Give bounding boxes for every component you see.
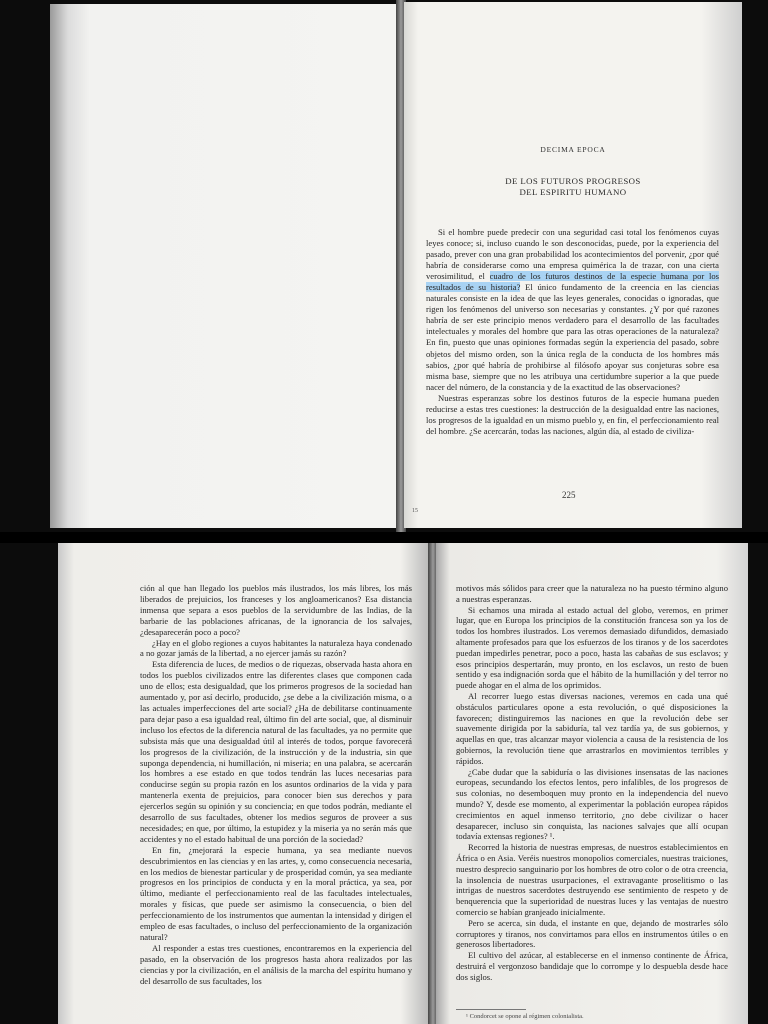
paragraph: Al responder a estas tres cuestiones, encontraremos en la experiencia del pasado, en la observación de los progresos hasta ahora realizados por las ciencias y por la civilización, en el análisis de la marcha del espíritu humano y del desarrollo de sus facultades, los <box>140 942 412 986</box>
chapter-title-line-1: DE LOS FUTUROS PROGRESOS <box>505 176 641 186</box>
paragraph: ¿Cabe dudar que la sabiduría o las divisiones insensatas de las naciones europeas, secundando los efectos lentos, pero infalibles, de los progresos de sus colonias, no desemboquen muy pronto en la independencia del nuevo mundo? Y, desde ese momento, al experimentar la población europea rápidos crecimientos en aquel inmenso territorio, ¿no debe civilizar o hacer desaparecer, incluso sin conquista, las naciones salvajes que allí ocupan todavía extensas regiones? ¹. <box>456 766 728 842</box>
book-spread-bottom <box>0 543 768 1024</box>
paragraph: Nuestras esperanzas sobre los destinos futuros de la especie humana pueden reducirse a estas tres cuestiones: la destrucción de la desigualdad entre las naciones, los progresos de la igualdad en un mismo pueblo y, en fin, el perfeccionamiento real del hombre. ¿Se acercarán, todas las naciones, algún día, al estado de civiliza- <box>426 392 719 436</box>
chapter-label: DECIMA EPOCA <box>540 145 606 154</box>
paragraph: Si echamos una mirada al estado actual del globo, veremos, en primer lugar, que en Europa los principios de la constitución francesa son ya los de todos los hombres ilustrados. Los veremos demasiado difundidos, demasiado altamente profesados para que los esfuerzos de los tiranos y de los sacerdotes puedan impedirles penetrar, poco a poco, hasta las cabañas de sus esclavos; y esos principios despertarán, muy pronto, en los esclavos, un resto de buen sentido y esa indignación sorda que el hábito de la humillación y del terror no puede ahogar en el alma de los oprimidos. <box>456 604 728 691</box>
page-225-body <box>426 227 719 437</box>
paragraph: El cultivo del azúcar, al establecerse en el inmenso continente de África, destruirá el vergonzoso bandidaje que lo corrompe y lo despuebla desde hace dos siglos. <box>456 950 728 982</box>
paragraph: ción al que han llegado los pueblos más ilustrados, los más libres, los más liberados de prejuicios, los franceses y los angloamericanos? Esa distancia inmensa que separa a esos pueblos de la servidumbre de las Indias, de la barbarie de las poblaciones africanas, de la ignorancia de los salvajes, ¿desaparecerán poco a poco? <box>140 583 412 637</box>
paragraph <box>426 227 719 393</box>
printer-signature-mark: 15 <box>412 508 418 514</box>
left-page <box>58 543 430 1024</box>
paragraph: Recorred la historia de nuestras empresas, de nuestros establecimientos en África o en Asia. Veréis nuestros monopolios comerciales, nuestras traiciones, nuestro desprecio sanguinario por los hombres de otro color o de otra creencia, la insolencia de nuestras usurpaciones, el extravagante proselitismo o las intrigas de nuestros sacerdotes destruyendo ese sentimiento de respeto y de benquerencia que la superioridad de nuestras luces y las ventajas de nuestro comercio se habían granjeado inicialmente. <box>456 842 728 917</box>
highlighted-text[interactable]: cuadro de los futuros destinos de la especie humana por los resultados de su historia? <box>426 271 720 293</box>
footnote: ¹ Condorcet se opone al régimen colonialista. <box>466 1013 584 1020</box>
blank-left-page <box>50 4 400 528</box>
chapter-title-line-2: DEL ESPIRITU HUMANO <box>519 187 627 197</box>
right-page-body <box>456 583 728 982</box>
text-run: Si el hombre puede predecir con una seguridad casi total los fenómenos cuyas leyes conoce; si, incluso cuando le son desconocidas, puede, por la experiencia del pasado, prever con una gran probabilidad los acontecimientos del porvenir, ¿por qué habría de considerarse como una empresa quimérica la de trazar, con una cierta verosimilitud, el <box>426 227 719 282</box>
paragraph: motivos más sólidos para creer que la naturaleza no ha puesto término alguno a nuestras esperanzas. <box>456 583 728 604</box>
page-225 <box>404 2 742 528</box>
text-run: El único fundamento de la creencia en las ciencias naturales consiste en la idea de que las leyes generales, conocidas o ignoradas, que rigen los fenómenos del universo son necesarias y constantes. ¿Y por qué razones habría de ser este principio menos verdadero para el desarrollo de las facultades intelectuales y morales del hombre que para las otras operaciones de la naturaleza? En fin, puesto que unas opiniones formadas según la experiencia del pasado, sobre objetos del mismo orden, son la única regla de la conducta de los hombres más sabios, ¿por qué habría de prohibirse al filósofo apoyar sus conjeturas sobre esa misma base, siempre que no les atribuya una certidumbre superior a la que puede nacer del número, de la constancia y de la exactitud de las observaciones? <box>426 282 720 392</box>
page-number: 225 <box>562 490 576 500</box>
paragraph: Al recorrer luego estas diversas naciones, veremos en cada una qué obstáculos particulares opone a esta revolución, o qué disposiciones la favorecen; distinguiremos las naciones en que la revolución debe ser suavemente dirigida por la sabiduría, tal vez tardía ya, de sus gobiernos, y aquellas en que, tras alcanzar mayor violencia a causa de la resistencia de los gobiernos, la revolución tiene que arrastrarlos en movimientos terribles y rápidos. <box>456 690 728 766</box>
footnote-rule <box>456 1009 526 1010</box>
right-page <box>436 543 748 1024</box>
left-page-body <box>140 583 412 987</box>
paragraph: Esta diferencia de luces, de medios o de riquezas, observada hasta ahora en todos los pueblos civilizados entre las diferentes clases que componen cada uno de ellos; esta desigualdad, que los primeros progresos de la sociedad han aumentado y, por así decirlo, producido, ¿se debe a la civilización misma, o a las actuales imperfecciones del arte social? ¿Ha de debilitarse continuamente para dejar paso a esa igualdad real, último fin del arte social, que, al disminuir incluso los efectos de la diferencia natural de las facultades, ya no permite que subsista más que una desigualdad útil al interés de todos, porque favorecerá los progresos de la civilización, de la instrucción y de la industria, sin que suponga dependencia, ni humillación, ni miseria; en una palabra, se acercarán los hombres a ese estado en que todos tendrán las luces necesarias para conducirse según su propia razón en los asuntos ordinarios de la vida y para mantenerla exenta de prejuicios, para conocer bien sus derechos y para ejercerlos según su opinión y su conciencia; en que todos podrán, mediante el desarrollo de sus facultades, obtener los medios seguros de proveer a sus necesidades; en que, por último, la estupidez y la miseria ya no serán más que accidentes y no el estado habitual de una porción de la sociedad? <box>140 659 412 844</box>
paragraph: En fin, ¿mejorará la especie humana, ya sea mediante nuevos descubrimientos en las ciencias y en las artes, y, como consecuencia necesaria, en los medios de bienestar particular y de prosperidad común, ya sea mediante progresos en los principios de conducta y en la moral práctica, ya sea, por último, mediante el perfeccionamiento real de las facultades intelectuales, morales y físicas, que puede ser asimismo la consecuencia, o bien del perfeccionamiento de los instrumentos que aumentan la intensidad y dirigen el empleo de esas facultades, o incluso del perfeccionamiento de la organización natural? <box>140 844 412 942</box>
paragraph: ¿Hay en el globo regiones a cuyos habitantes la naturaleza haya condenado a no gozar jamás de la libertad, a no ejercer jamás su razón? <box>140 637 412 659</box>
paragraph: Pero se acerca, sin duda, el instante en que, dejando de mostrarles sólo corruptores y tiranos, nos convirtamos para ellos en instrumentos útiles o en generosos libertadores. <box>456 917 728 950</box>
